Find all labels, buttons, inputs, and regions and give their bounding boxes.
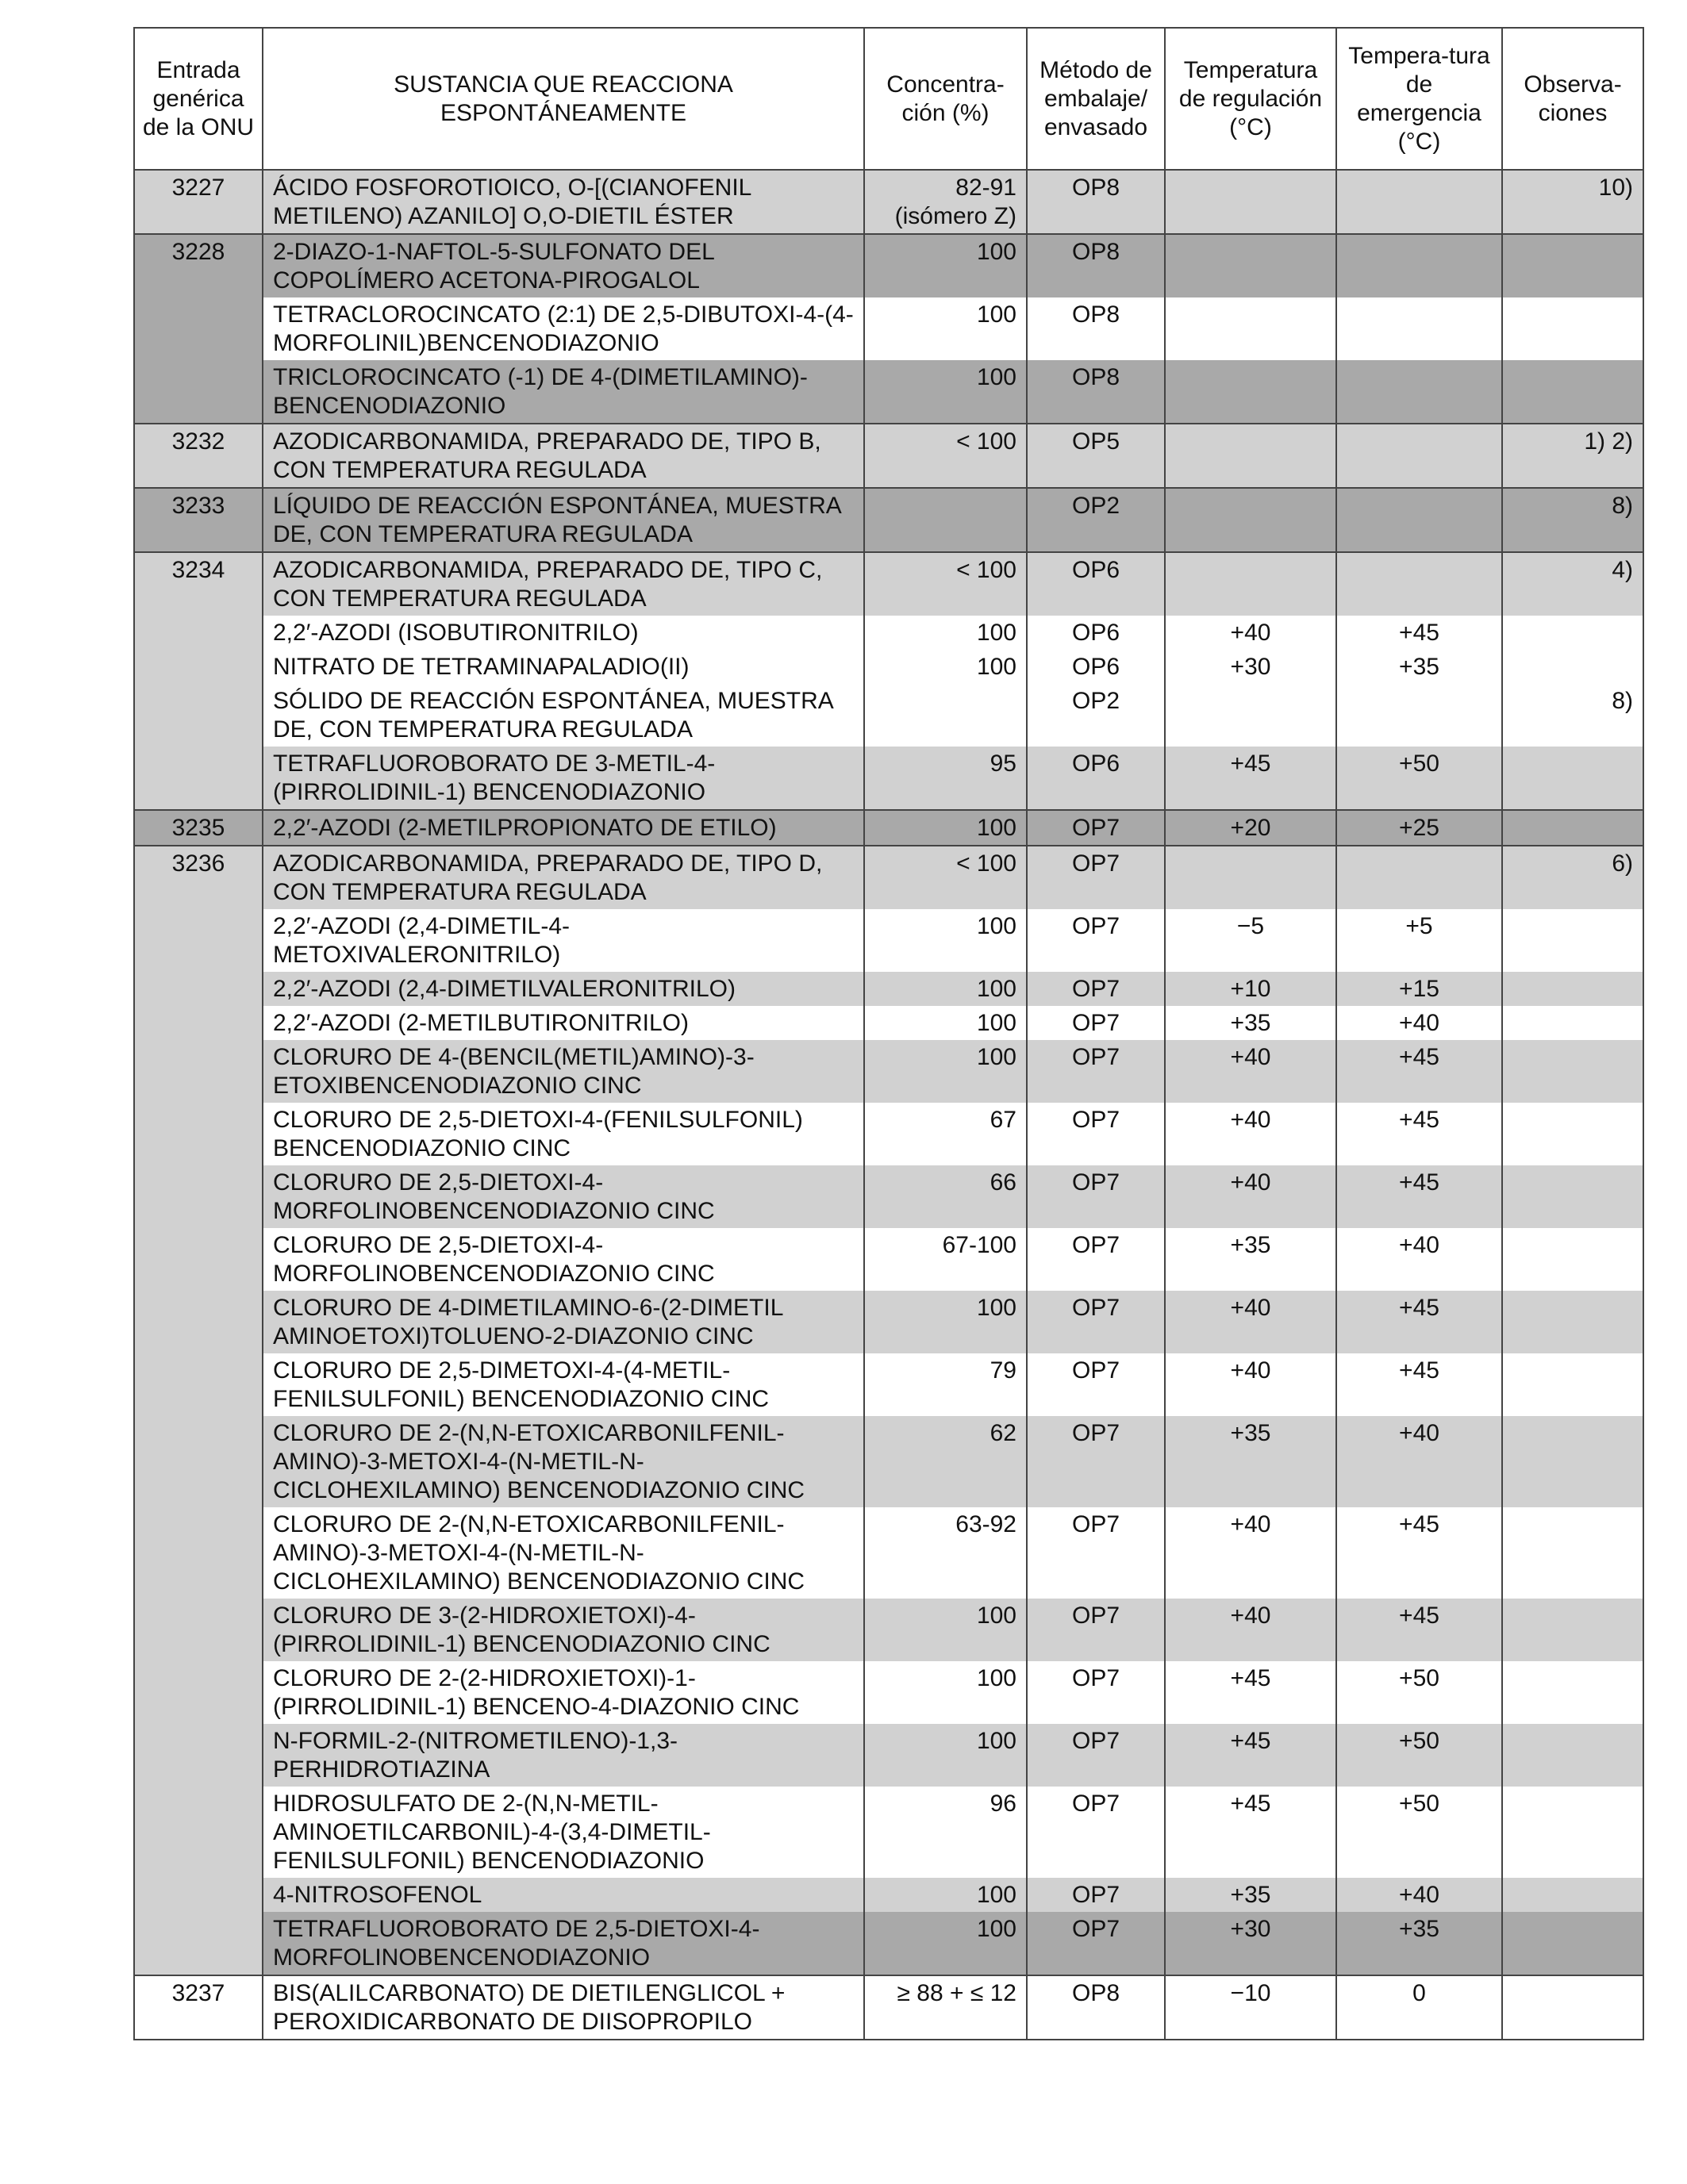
remarks-cell bbox=[1502, 1724, 1643, 1787]
emergency-temperature-cell: +40 bbox=[1336, 1878, 1502, 1912]
emergency-temperature-cell bbox=[1336, 552, 1502, 616]
emergency-temperature-cell bbox=[1336, 846, 1502, 909]
substance-name-cell: CLORURO DE 2,5-DIETOXI-4-(FENILSULFONIL) BENCENODIAZONIO CINC bbox=[263, 1103, 864, 1165]
packing-method-cell: OP7 bbox=[1027, 1724, 1165, 1787]
table-row bbox=[134, 846, 1643, 909]
emergency-temperature-cell: +45 bbox=[1336, 1507, 1502, 1599]
emergency-temperature-cell: +45 bbox=[1336, 1599, 1502, 1661]
control-temperature-cell bbox=[1165, 488, 1336, 552]
substance-name-cell: AZODICARBONAMIDA, PREPARADO DE, TIPO C, CON TEMPERATURA REGULADA bbox=[263, 552, 864, 616]
remarks-cell bbox=[1502, 234, 1643, 297]
substance-name-cell: CLORURO DE 4-DIMETILAMINO-6-(2-DIMETIL AMINOETOXI)TOLUENO-2-DIAZONIO CINC bbox=[263, 1291, 864, 1353]
control-temperature-cell bbox=[1165, 297, 1336, 360]
emergency-temperature-cell: +45 bbox=[1336, 1165, 1502, 1228]
table-row bbox=[134, 424, 1643, 488]
substance-name-cell: 2-DIAZO-1-NAFTOL-5-SULFONATO DEL COPOLÍMERO ACETONA-PIROGALOL bbox=[263, 234, 864, 297]
concentration-cell: 100 bbox=[864, 1006, 1027, 1040]
onu-number-cell: 3228 bbox=[134, 234, 263, 424]
table-row bbox=[134, 170, 1643, 234]
concentration-cell: < 100 bbox=[864, 424, 1027, 488]
concentration-cell: 100 bbox=[864, 1291, 1027, 1353]
remarks-cell bbox=[1502, 1599, 1643, 1661]
remarks-cell bbox=[1502, 1787, 1643, 1878]
onu-number-cell: 3227 bbox=[134, 170, 263, 234]
concentration-cell: 95 bbox=[864, 747, 1027, 810]
substance-name-cell: NITRATO DE TETRAMINAPALADIO(II) bbox=[263, 650, 864, 684]
remarks-cell bbox=[1502, 909, 1643, 972]
control-temperature-cell: +45 bbox=[1165, 1724, 1336, 1787]
concentration-cell: 100 bbox=[864, 1599, 1027, 1661]
emergency-temperature-cell: +45 bbox=[1336, 616, 1502, 650]
concentration-cell: 63-92 bbox=[864, 1507, 1027, 1599]
packing-method-cell: OP7 bbox=[1027, 1912, 1165, 1975]
concentration-cell: 100 bbox=[864, 972, 1027, 1006]
control-temperature-cell: +10 bbox=[1165, 972, 1336, 1006]
concentration-cell: 100 bbox=[864, 360, 1027, 424]
header-row bbox=[134, 28, 1643, 170]
packing-method-cell: OP7 bbox=[1027, 1165, 1165, 1228]
substances-table bbox=[133, 27, 1644, 2040]
table-row bbox=[134, 1661, 1643, 1724]
control-temperature-cell: +45 bbox=[1165, 747, 1336, 810]
emergency-temperature-cell: +50 bbox=[1336, 747, 1502, 810]
onu-number-cell: 3236 bbox=[134, 846, 263, 1975]
substance-name-cell: CLORURO DE 3-(2-HIDROXIETOXI)-4-(PIRROLIDINIL-1) BENCENODIAZONIO CINC bbox=[263, 1599, 864, 1661]
control-temperature-cell: +45 bbox=[1165, 1787, 1336, 1878]
concentration-cell: 100 bbox=[864, 234, 1027, 297]
onu-number-cell: 3237 bbox=[134, 1975, 263, 2040]
control-temperature-cell: +40 bbox=[1165, 616, 1336, 650]
packing-method-cell: OP7 bbox=[1027, 1661, 1165, 1724]
concentration-cell: 67 bbox=[864, 1103, 1027, 1165]
table-row bbox=[134, 488, 1643, 552]
packing-method-cell: OP7 bbox=[1027, 1416, 1165, 1507]
control-temperature-cell bbox=[1165, 360, 1336, 424]
concentration-cell: 100 bbox=[864, 1040, 1027, 1103]
remarks-cell bbox=[1502, 747, 1643, 810]
concentration-cell: 82-91 (isómero Z) bbox=[864, 170, 1027, 234]
table-row bbox=[134, 552, 1643, 616]
control-temperature-cell bbox=[1165, 552, 1336, 616]
substance-name-cell: CLORURO DE 2-(2-HIDROXIETOXI)-1-(PIRROLIDINIL-1) BENCENO-4-DIAZONIO CINC bbox=[263, 1661, 864, 1724]
control-temperature-cell: +40 bbox=[1165, 1165, 1336, 1228]
packing-method-cell: OP8 bbox=[1027, 170, 1165, 234]
table-row bbox=[134, 234, 1643, 297]
control-temperature-cell: +40 bbox=[1165, 1040, 1336, 1103]
onu-number-cell: 3235 bbox=[134, 810, 263, 846]
remarks-cell bbox=[1502, 1661, 1643, 1724]
remarks-cell bbox=[1502, 1507, 1643, 1599]
header-onu-label: Entrada genérica de la ONU bbox=[142, 56, 255, 140]
table-row bbox=[134, 1291, 1643, 1353]
control-temperature-cell: +20 bbox=[1165, 810, 1336, 846]
concentration-cell: 100 bbox=[864, 297, 1027, 360]
packing-method-cell: OP6 bbox=[1027, 747, 1165, 810]
packing-method-cell: OP7 bbox=[1027, 1878, 1165, 1912]
control-temperature-cell: +35 bbox=[1165, 1228, 1336, 1291]
table-row bbox=[134, 1912, 1643, 1975]
emergency-temperature-cell bbox=[1336, 234, 1502, 297]
concentration-cell: 67-100 bbox=[864, 1228, 1027, 1291]
remarks-cell bbox=[1502, 650, 1643, 684]
header-sustancia bbox=[263, 28, 864, 170]
packing-method-cell: OP7 bbox=[1027, 1228, 1165, 1291]
emergency-temperature-cell: +40 bbox=[1336, 1416, 1502, 1507]
table-body bbox=[134, 170, 1643, 2040]
packing-method-cell: OP7 bbox=[1027, 909, 1165, 972]
concentration-cell bbox=[864, 684, 1027, 747]
packing-method-cell: OP7 bbox=[1027, 1040, 1165, 1103]
concentration-cell: 100 bbox=[864, 1912, 1027, 1975]
remarks-cell: 8) bbox=[1502, 684, 1643, 747]
substance-name-cell: SÓLIDO DE REACCIÓN ESPONTÁNEA, MUESTRA DE, CON TEMPERATURA REGULADA bbox=[263, 684, 864, 747]
emergency-temperature-cell: +5 bbox=[1336, 909, 1502, 972]
concentration-cell: 62 bbox=[864, 1416, 1027, 1507]
remarks-cell: 4) bbox=[1502, 552, 1643, 616]
emergency-temperature-cell: +25 bbox=[1336, 810, 1502, 846]
onu-number-cell: 3233 bbox=[134, 488, 263, 552]
substance-name-cell: HIDROSULFATO DE 2-(N,N-METIL-AMINOETILCARBONIL)-4-(3,4-DIMETIL-FENILSULFONIL) BENCENODIAZONIO bbox=[263, 1787, 864, 1878]
table-row bbox=[134, 1006, 1643, 1040]
table-row bbox=[134, 1599, 1643, 1661]
emergency-temperature-cell bbox=[1336, 424, 1502, 488]
concentration-cell: < 100 bbox=[864, 846, 1027, 909]
packing-method-cell: OP6 bbox=[1027, 616, 1165, 650]
table-row bbox=[134, 1724, 1643, 1787]
header-concentracion-label: Concentra-ción (%) bbox=[886, 71, 1005, 126]
remarks-cell bbox=[1502, 1040, 1643, 1103]
table-row bbox=[134, 810, 1643, 846]
control-temperature-cell: +35 bbox=[1165, 1416, 1336, 1507]
control-temperature-cell: +35 bbox=[1165, 1006, 1336, 1040]
control-temperature-cell: +40 bbox=[1165, 1291, 1336, 1353]
packing-method-cell: OP2 bbox=[1027, 684, 1165, 747]
control-temperature-cell bbox=[1165, 684, 1336, 747]
control-temperature-cell: −10 bbox=[1165, 1975, 1336, 2040]
remarks-cell bbox=[1502, 1912, 1643, 1975]
table-row bbox=[134, 972, 1643, 1006]
concentration-cell: 100 bbox=[864, 1661, 1027, 1724]
table-row bbox=[134, 1353, 1643, 1416]
control-temperature-cell bbox=[1165, 234, 1336, 297]
remarks-cell bbox=[1502, 1878, 1643, 1912]
substance-name-cell: CLORURO DE 2,5-DIMETOXI-4-(4-METIL-FENILSULFONIL) BENCENODIAZONIO CINC bbox=[263, 1353, 864, 1416]
remarks-cell bbox=[1502, 1103, 1643, 1165]
control-temperature-cell: +40 bbox=[1165, 1103, 1336, 1165]
table-row bbox=[134, 1040, 1643, 1103]
remarks-cell bbox=[1502, 1975, 1643, 2040]
packing-method-cell: OP6 bbox=[1027, 552, 1165, 616]
substance-name-cell: ÁCIDO FOSFOROTIOICO, O-[(CIANOFENIL METILENO) AZANILO] O,O-DIETIL ÉSTER bbox=[263, 170, 864, 234]
table-header bbox=[134, 28, 1643, 170]
packing-method-cell: OP7 bbox=[1027, 972, 1165, 1006]
remarks-cell: 1) 2) bbox=[1502, 424, 1643, 488]
remarks-cell bbox=[1502, 1291, 1643, 1353]
emergency-temperature-cell: 0 bbox=[1336, 1975, 1502, 2040]
emergency-temperature-cell bbox=[1336, 170, 1502, 234]
emergency-temperature-cell: +45 bbox=[1336, 1353, 1502, 1416]
substance-name-cell: TETRAFLUOROBORATO DE 2,5-DIETOXI-4-MORFOLINOBENCENODIAZONIO bbox=[263, 1912, 864, 1975]
header-concentracion bbox=[864, 28, 1027, 170]
packing-method-cell: OP7 bbox=[1027, 1787, 1165, 1878]
concentration-cell: 66 bbox=[864, 1165, 1027, 1228]
onu-number-cell: 3232 bbox=[134, 424, 263, 488]
packing-method-cell: OP8 bbox=[1027, 360, 1165, 424]
packing-method-cell: OP7 bbox=[1027, 1006, 1165, 1040]
substance-name-cell: LÍQUIDO DE REACCIÓN ESPONTÁNEA, MUESTRA DE, CON TEMPERATURA REGULADA bbox=[263, 488, 864, 552]
header-sustancia-label: SUSTANCIA QUE REACCIONA ESPONTÁNEAMENTE bbox=[394, 71, 733, 126]
substance-name-cell: 2,2′-AZODI (ISOBUTIRONITRILO) bbox=[263, 616, 864, 650]
concentration-cell: 100 bbox=[864, 616, 1027, 650]
concentration-cell: 96 bbox=[864, 1787, 1027, 1878]
table-row bbox=[134, 1416, 1643, 1507]
emergency-temperature-cell bbox=[1336, 488, 1502, 552]
header-temp-regulacion bbox=[1165, 28, 1336, 170]
control-temperature-cell: +30 bbox=[1165, 650, 1336, 684]
remarks-cell: 8) bbox=[1502, 488, 1643, 552]
packing-method-cell: OP7 bbox=[1027, 1353, 1165, 1416]
concentration-cell: 100 bbox=[864, 1724, 1027, 1787]
control-temperature-cell: +45 bbox=[1165, 1661, 1336, 1724]
substance-name-cell: 2,2′-AZODI (2,4-DIMETIL-4-METOXIVALERONITRILO) bbox=[263, 909, 864, 972]
emergency-temperature-cell: +45 bbox=[1336, 1291, 1502, 1353]
remarks-cell bbox=[1502, 1006, 1643, 1040]
concentration-cell: 100 bbox=[864, 909, 1027, 972]
remarks-cell bbox=[1502, 616, 1643, 650]
remarks-cell: 6) bbox=[1502, 846, 1643, 909]
table-row bbox=[134, 650, 1643, 684]
header-metodo-label: Método de embalaje/ envasado bbox=[1039, 56, 1152, 140]
control-temperature-cell bbox=[1165, 170, 1336, 234]
emergency-temperature-cell: +50 bbox=[1336, 1661, 1502, 1724]
substance-name-cell: 4-NITROSOFENOL bbox=[263, 1878, 864, 1912]
emergency-temperature-cell bbox=[1336, 684, 1502, 747]
substance-name-cell: TETRACLOROCINCATO (2:1) DE 2,5-DIBUTOXI-4-(4-MORFOLINIL)BENCENODIAZONIO bbox=[263, 297, 864, 360]
header-onu bbox=[134, 28, 263, 170]
packing-method-cell: OP7 bbox=[1027, 810, 1165, 846]
substance-name-cell: CLORURO DE 2-(N,N-ETOXICARBONILFENIL-AMINO)-3-METOXI-4-(N-METIL-N-CICLOHEXILAMINO) BENCENODIAZONIO CINC bbox=[263, 1507, 864, 1599]
control-temperature-cell bbox=[1165, 846, 1336, 909]
table-row bbox=[134, 616, 1643, 650]
substance-name-cell: CLORURO DE 4-(BENCIL(METIL)AMINO)-3-ETOXIBENCENODIAZONIO CINC bbox=[263, 1040, 864, 1103]
table-row bbox=[134, 684, 1643, 747]
table-row bbox=[134, 747, 1643, 810]
table-row bbox=[134, 1787, 1643, 1878]
packing-method-cell: OP5 bbox=[1027, 424, 1165, 488]
substance-name-cell: CLORURO DE 2,5-DIETOXI-4-MORFOLINOBENCENODIAZONIO CINC bbox=[263, 1165, 864, 1228]
packing-method-cell: OP7 bbox=[1027, 1291, 1165, 1353]
emergency-temperature-cell bbox=[1336, 297, 1502, 360]
table-row bbox=[134, 297, 1643, 360]
packing-method-cell: OP7 bbox=[1027, 846, 1165, 909]
packing-method-cell: OP7 bbox=[1027, 1599, 1165, 1661]
substance-name-cell: 2,2′-AZODI (2-METILPROPIONATO DE ETILO) bbox=[263, 810, 864, 846]
header-observaciones bbox=[1502, 28, 1643, 170]
concentration-cell: 100 bbox=[864, 650, 1027, 684]
table-row bbox=[134, 1103, 1643, 1165]
concentration-cell: < 100 bbox=[864, 552, 1027, 616]
concentration-cell bbox=[864, 488, 1027, 552]
packing-method-cell: OP8 bbox=[1027, 1975, 1165, 2040]
packing-method-cell: OP2 bbox=[1027, 488, 1165, 552]
control-temperature-cell: +40 bbox=[1165, 1507, 1336, 1599]
emergency-temperature-cell bbox=[1336, 360, 1502, 424]
control-temperature-cell bbox=[1165, 424, 1336, 488]
control-temperature-cell: +30 bbox=[1165, 1912, 1336, 1975]
control-temperature-cell: +40 bbox=[1165, 1599, 1336, 1661]
table-row bbox=[134, 909, 1643, 972]
emergency-temperature-cell: +40 bbox=[1336, 1006, 1502, 1040]
concentration-cell: 100 bbox=[864, 1878, 1027, 1912]
concentration-cell: ≥ 88 + ≤ 12 bbox=[864, 1975, 1027, 2040]
header-observaciones-label: Observa-ciones bbox=[1524, 71, 1622, 126]
emergency-temperature-cell: +35 bbox=[1336, 650, 1502, 684]
header-temp-regulacion-label: Temperatura de regulación (°C) bbox=[1178, 56, 1323, 140]
emergency-temperature-cell: +15 bbox=[1336, 972, 1502, 1006]
remarks-cell bbox=[1502, 360, 1643, 424]
remarks-cell bbox=[1502, 297, 1643, 360]
control-temperature-cell: +35 bbox=[1165, 1878, 1336, 1912]
remarks-cell bbox=[1502, 1353, 1643, 1416]
document-page bbox=[133, 27, 1643, 2040]
substance-name-cell: 2,2′-AZODI (2-METILBUTIRONITRILO) bbox=[263, 1006, 864, 1040]
packing-method-cell: OP6 bbox=[1027, 650, 1165, 684]
substance-name-cell: AZODICARBONAMIDA, PREPARADO DE, TIPO D, CON TEMPERATURA REGULADA bbox=[263, 846, 864, 909]
emergency-temperature-cell: +40 bbox=[1336, 1228, 1502, 1291]
emergency-temperature-cell: +45 bbox=[1336, 1040, 1502, 1103]
substance-name-cell: CLORURO DE 2-(N,N-ETOXICARBONILFENIL-AMINO)-3-METOXI-4-(N-METIL-N-CICLOHEXILAMINO) BENCENODIAZONIO CINC bbox=[263, 1416, 864, 1507]
remarks-cell bbox=[1502, 1228, 1643, 1291]
table-row bbox=[134, 1975, 1643, 2040]
substance-name-cell: TETRAFLUOROBORATO DE 3-METIL-4-(PIRROLIDINIL-1) BENCENODIAZONIO bbox=[263, 747, 864, 810]
emergency-temperature-cell: +50 bbox=[1336, 1724, 1502, 1787]
remarks-cell bbox=[1502, 1165, 1643, 1228]
table-row bbox=[134, 1165, 1643, 1228]
control-temperature-cell: −5 bbox=[1165, 909, 1336, 972]
header-temp-emergencia bbox=[1336, 28, 1502, 170]
substance-name-cell: TRICLOROCINCATO (-1) DE 4-(DIMETILAMINO)-BENCENODIAZONIO bbox=[263, 360, 864, 424]
substance-name-cell: N-FORMIL-2-(NITROMETILENO)-1,3-PERHIDROTIAZINA bbox=[263, 1724, 864, 1787]
remarks-cell bbox=[1502, 972, 1643, 1006]
table-row bbox=[134, 1507, 1643, 1599]
remarks-cell bbox=[1502, 1416, 1643, 1507]
packing-method-cell: OP8 bbox=[1027, 297, 1165, 360]
concentration-cell: 79 bbox=[864, 1353, 1027, 1416]
header-metodo bbox=[1027, 28, 1165, 170]
header-temp-emergencia-label: Tempera-tura de emergencia (°C) bbox=[1348, 42, 1490, 155]
table-row bbox=[134, 1228, 1643, 1291]
remarks-cell: 10) bbox=[1502, 170, 1643, 234]
table-row bbox=[134, 1878, 1643, 1912]
substance-name-cell: AZODICARBONAMIDA, PREPARADO DE, TIPO B, CON TEMPERATURA REGULADA bbox=[263, 424, 864, 488]
table-row bbox=[134, 360, 1643, 424]
remarks-cell bbox=[1502, 810, 1643, 846]
packing-method-cell: OP7 bbox=[1027, 1507, 1165, 1599]
packing-method-cell: OP8 bbox=[1027, 234, 1165, 297]
packing-method-cell: OP7 bbox=[1027, 1103, 1165, 1165]
concentration-cell: 100 bbox=[864, 810, 1027, 846]
substance-name-cell: BIS(ALILCARBONATO) DE DIETILENGLICOL + PEROXIDICARBONATO DE DIISOPROPILO bbox=[263, 1975, 864, 2040]
emergency-temperature-cell: +45 bbox=[1336, 1103, 1502, 1165]
emergency-temperature-cell: +50 bbox=[1336, 1787, 1502, 1878]
emergency-temperature-cell: +35 bbox=[1336, 1912, 1502, 1975]
substance-name-cell: CLORURO DE 2,5-DIETOXI-4-MORFOLINOBENCENODIAZONIO CINC bbox=[263, 1228, 864, 1291]
onu-number-cell: 3234 bbox=[134, 552, 263, 810]
substance-name-cell: 2,2′-AZODI (2,4-DIMETILVALERONITRILO) bbox=[263, 972, 864, 1006]
control-temperature-cell: +40 bbox=[1165, 1353, 1336, 1416]
